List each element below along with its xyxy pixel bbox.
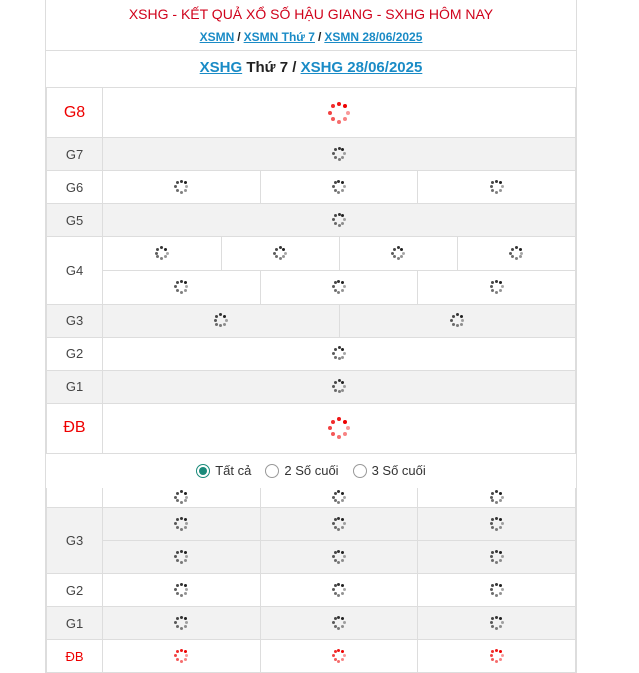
number-cell <box>103 508 261 541</box>
prize-label: G5 <box>47 204 103 237</box>
number-cell <box>418 640 576 673</box>
radio-checked-icon[interactable] <box>196 464 210 478</box>
prize-label: G4 <box>47 237 103 305</box>
prize-label: G3 <box>47 304 103 337</box>
number-cell <box>260 271 417 304</box>
number-cell <box>103 237 221 270</box>
loading-spinner-icon <box>332 346 346 360</box>
filter-3-digits[interactable] <box>353 463 426 478</box>
loading-spinner-icon <box>328 102 350 124</box>
summary-row-partial <box>47 488 576 508</box>
number-group <box>103 237 576 305</box>
prize-label: G1 <box>47 607 103 640</box>
separator: / <box>317 30 322 44</box>
number-cell <box>418 574 576 607</box>
loading-spinner-icon <box>214 313 228 327</box>
radio-unchecked-icon[interactable] <box>265 464 279 478</box>
number-cell <box>103 403 576 453</box>
loading-spinner-icon <box>490 490 504 504</box>
filter-all[interactable] <box>196 463 251 478</box>
loading-spinner-icon <box>332 517 346 531</box>
filter-label: 3 Số cuối <box>371 463 426 478</box>
loading-spinner-icon <box>490 616 504 630</box>
filter-2-digits[interactable] <box>265 463 338 478</box>
loading-spinner-icon <box>174 490 188 504</box>
prize-row-g5 <box>47 204 576 237</box>
loading-spinner-icon <box>490 180 504 194</box>
digit-filter <box>46 454 576 488</box>
loading-spinner-icon <box>490 649 504 663</box>
number-cell <box>418 488 576 508</box>
number-cell <box>457 237 575 270</box>
prize-label: G2 <box>47 337 103 370</box>
result-table <box>46 87 576 454</box>
loading-spinner-icon <box>332 280 346 294</box>
number-cell <box>418 607 576 640</box>
summary-row-db <box>47 640 576 673</box>
breadcrumb <box>46 26 576 50</box>
loading-spinner-icon <box>174 616 188 630</box>
radio-unchecked-icon[interactable] <box>353 464 367 478</box>
separator: / <box>292 59 297 76</box>
number-group <box>103 171 576 204</box>
number-cell <box>103 337 576 370</box>
number-cell <box>260 488 418 508</box>
prize-label: G3 <box>47 508 103 574</box>
number-cell <box>103 271 260 304</box>
result-heading <box>46 50 576 87</box>
loading-spinner-icon <box>332 583 346 597</box>
number-cell <box>260 508 418 541</box>
link-xshg[interactable]: XSHG <box>199 59 243 76</box>
number-cell <box>260 607 418 640</box>
number-cell <box>221 237 339 270</box>
loading-spinner-icon <box>391 246 405 260</box>
loading-spinner-icon <box>332 550 346 564</box>
prize-label: G6 <box>47 171 103 204</box>
loading-spinner-icon <box>509 246 523 260</box>
summary-row-g3 <box>47 508 576 541</box>
prize-row-g6 <box>47 171 576 204</box>
number-cell <box>103 488 261 508</box>
page-title: XSHG - KẾT QUẢ XỔ SỐ HẬU GIANG - SXHG HÔM NAY <box>128 6 494 22</box>
number-cell <box>103 138 576 171</box>
loading-spinner-icon <box>490 583 504 597</box>
loading-spinner-icon <box>174 550 188 564</box>
loading-spinner-icon <box>273 246 287 260</box>
filter-label: Tất cả <box>215 463 252 478</box>
loading-spinner-icon <box>450 313 464 327</box>
link-xsmn-date[interactable]: XSMN 28/06/2025 <box>324 30 423 44</box>
number-cell <box>418 171 575 203</box>
label-cell <box>47 488 103 508</box>
prize-label: ĐB <box>47 403 103 453</box>
number-cell <box>103 574 261 607</box>
number-cell <box>103 607 261 640</box>
prize-row-g1 <box>47 370 576 403</box>
summary-row-g3b <box>47 541 576 574</box>
prize-row-db <box>47 403 576 453</box>
number-cell <box>418 508 576 541</box>
number-cell <box>103 541 261 574</box>
number-cell <box>339 237 457 270</box>
prize-label: G2 <box>47 574 103 607</box>
loading-spinner-icon <box>332 213 346 227</box>
loading-spinner-icon <box>332 490 346 504</box>
loading-spinner-icon <box>174 517 188 531</box>
link-xsmn[interactable]: XSMN <box>199 30 235 44</box>
loading-spinner-icon <box>174 649 188 663</box>
loading-spinner-icon <box>155 246 169 260</box>
prize-row-g3 <box>47 304 576 337</box>
prize-label: G7 <box>47 138 103 171</box>
loading-spinner-icon <box>332 649 346 663</box>
number-cell <box>260 541 418 574</box>
prize-row-g8 <box>47 88 576 138</box>
loading-spinner-icon <box>332 147 346 161</box>
number-cell <box>260 640 418 673</box>
number-group <box>103 304 576 337</box>
loading-spinner-icon <box>174 280 188 294</box>
prize-row-g7 <box>47 138 576 171</box>
loading-spinner-icon <box>328 417 350 439</box>
prize-label: G1 <box>47 370 103 403</box>
number-cell <box>103 640 261 673</box>
loading-spinner-icon <box>490 550 504 564</box>
number-cell <box>103 88 576 138</box>
number-cell <box>103 305 339 337</box>
loading-spinner-icon <box>174 180 188 194</box>
prize-label: G8 <box>47 88 103 138</box>
number-cell <box>418 271 575 304</box>
filter-label: 2 Số cuối <box>284 463 339 478</box>
number-cell <box>103 171 260 203</box>
summary-row-g1 <box>47 607 576 640</box>
link-xsmn-thu7[interactable]: XSMN Thứ 7 <box>243 30 315 44</box>
number-cell <box>260 574 418 607</box>
number-cell <box>339 305 575 337</box>
separator: / <box>237 30 241 44</box>
number-cell <box>418 541 576 574</box>
link-xshg-date[interactable]: XSHG 28/06/2025 <box>300 59 423 76</box>
prize-row-g4 <box>47 237 576 305</box>
loading-spinner-icon <box>332 180 346 194</box>
summary-table <box>46 488 576 673</box>
summary-row-g2 <box>47 574 576 607</box>
result-day: Thứ 7 <box>246 59 289 76</box>
number-cell <box>103 204 576 237</box>
prize-label: ĐB <box>47 640 103 673</box>
loading-spinner-icon <box>332 616 346 630</box>
prize-row-g2 <box>47 337 576 370</box>
number-cell <box>103 370 576 403</box>
results-panel <box>45 0 577 673</box>
loading-spinner-icon <box>490 280 504 294</box>
loading-spinner-icon <box>332 379 346 393</box>
loading-spinner-icon <box>174 583 188 597</box>
number-cell <box>260 171 417 203</box>
loading-spinner-icon <box>490 517 504 531</box>
